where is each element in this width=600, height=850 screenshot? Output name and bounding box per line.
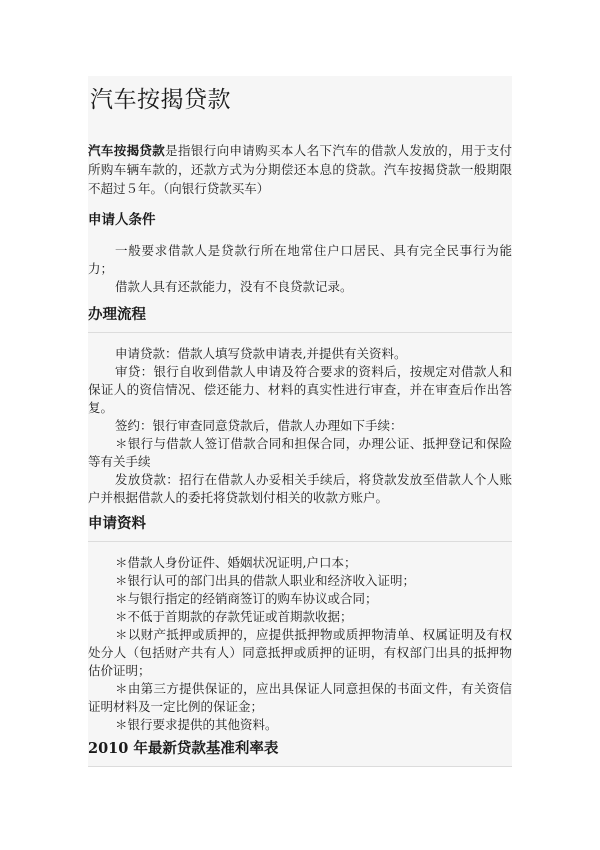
materials-item-purchase: ＊与银行指定的经销商签订的购车协议或合同； [115,591,378,606]
intro-text: 是指银行向申请购买本人名下汽车的借款人发放的，用于支付所购车辆车款的，还款方式为分期偿还本息的贷款。汽车按揭贷款一般期限不超过５年。（向银行贷款买车） [88,143,512,196]
document-content [88,76,512,767]
process-item-sign: 签约：银行审查同意贷款后，借款人办理如下手续： [115,418,403,433]
materials-item-collateral: ＊以财产抵押或质押的，应提供抵押物或质押物清单、权属证明及有权处分人（包括财产共有人）同意抵押或质押的证明，有权部门出具的抵押物估价证明； [88,627,512,678]
materials-item-deposit: ＊不低于首期款的存款凭证或首期款收据； [115,609,353,624]
conditions-list [88,242,512,296]
conditions-heading: 申请人条件 [88,212,156,228]
process-item-apply: 申请贷款：借款人填写贷款申请表,并提供有关资料。 [115,346,407,361]
intro-paragraph [88,141,512,198]
process-item-disburse: 发放贷款：招行在借款人办妥相关手续后，将贷款发放至借款人个人账户并根据借款人的委托将贷款划付相关的收款方账户。 [88,472,512,505]
process-list [88,345,512,507]
intro-term: 汽车按揭贷款 [88,143,166,158]
process-item-contract: ＊银行与借款人签订借款合同和担保合同，办理公证、抵押登记和保险等有关手续 [88,436,512,469]
materials-item-id: ＊借款人身份证件、婚姻状况证明,户口本； [115,555,357,570]
materials-item-income: ＊银行认可的部门出具的借款人职业和经济收入证明； [115,573,416,588]
conditions-item-2: 借款人具有还款能力，没有不良贷款记录。 [115,279,353,294]
materials-list [88,554,512,734]
materials-item-other: ＊银行要求提供的其他资料。 [115,717,278,732]
process-heading: 办理流程 [88,304,512,333]
process-item-review: 审贷：银行自收到借款人申请及符合要求的资料后，按规定对借款人和保证人的资信情况、偿还能力、材料的真实性进行审查，并在审查后作出答复。 [88,364,512,415]
materials-heading: 申请资料 [88,513,512,542]
page-title: 汽车按揭贷款 [90,87,231,113]
materials-item-guarantee: ＊由第三方提供保证的，应出具保证人同意担保的书面文件，有关资信证明材料及一定比例的保证金； [88,681,512,714]
rate-table-heading: 2010 年最新贷款基准利率表 [88,738,512,767]
conditions-item-1: 一般要求借款人是贷款行所在地常住户口居民、具有完全民事行为能力； [88,243,512,276]
